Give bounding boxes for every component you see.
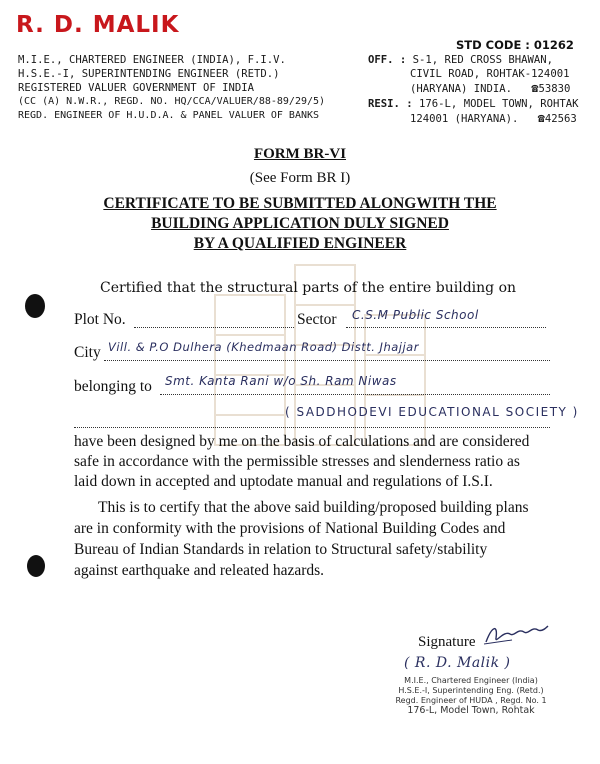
paragraph-line: have been designed by me on the basis of calculations and are considered — [74, 433, 530, 450]
letterhead-credentials — [18, 53, 325, 123]
paragraph-line: This is to certify that the above said building/proposed building plans — [98, 499, 529, 516]
office-phone: 53830 — [538, 83, 571, 95]
signature-scribble — [482, 620, 552, 648]
paragraph-line: Bureau of Indian Standards in relation to Structural safety/stability — [74, 541, 488, 558]
resi-phone: 42563 — [544, 113, 577, 125]
stamp-line: H.S.E.-I, Superintending Eng. (Retd.) — [398, 686, 544, 695]
credential-line: H.S.E.-I, SUPERINTENDING ENGINEER (RETD.) — [18, 68, 280, 80]
punch-hole-top — [25, 294, 45, 318]
title-line: CERTIFICATE TO BE SUBMITTED ALONGWITH THE — [103, 195, 497, 212]
office-label: OFF. : — [368, 54, 407, 66]
resi-line: 176-L, MODEL TOWN, ROHTAK — [419, 98, 579, 110]
credential-line: REGD. ENGINEER OF H.U.D.A. & PANEL VALUER OF BANKS — [18, 110, 320, 121]
sector-label: Sector — [297, 311, 337, 328]
certificate-title — [0, 194, 600, 254]
paragraph-line: safe in accordance with the permissible stresses and slenderness ratio as — [74, 453, 520, 470]
plot-label: Plot No. — [74, 311, 126, 328]
paragraph-design — [74, 432, 529, 492]
belonging-label: belonging to — [74, 378, 152, 395]
office-line: (HARYANA) INDIA. — [410, 83, 513, 95]
title-line: BUILDING APPLICATION DULY SIGNED — [151, 215, 449, 232]
sector-blank — [346, 326, 546, 328]
resi-label: RESI. : — [368, 98, 413, 110]
paragraph-conformity — [74, 497, 529, 581]
resi-line: 124001 (HARYANA). — [410, 113, 519, 125]
office-line: S-1, RED CROSS BHAWAN, — [412, 54, 553, 66]
std-code: STD CODE : 01262 — [456, 38, 574, 52]
paragraph-line: against earthquake and releated hazards. — [74, 562, 325, 579]
punch-hole-bottom — [27, 555, 45, 577]
signatory-name: ( R. D. Malik ) — [404, 655, 511, 671]
belonging-blank — [160, 393, 550, 395]
intro-line: Certified that the structural parts of the entire building on — [100, 280, 517, 296]
engineer-stamp — [376, 676, 566, 716]
form-reference: (See Form BR I) — [249, 170, 351, 186]
city-label: City — [74, 344, 101, 361]
sector-value: C.S.M Public School — [352, 308, 479, 322]
stamp-line: Regd. Engineer of HUDA , Regd. No. 1 — [395, 696, 547, 705]
stamp-line: 176-L, Model Town, Rohtak — [407, 705, 535, 716]
form-title: FORM BR-VI — [253, 146, 347, 162]
residence-address — [368, 97, 579, 126]
society-value: ( SADDHODEVI EDUCATIONAL SOCIETY ) — [285, 405, 579, 419]
letterhead-name: R. D. MALIK — [16, 12, 180, 38]
paragraph-line: are in conformity with the provisions of National Building Codes and — [74, 520, 506, 537]
phone-icon: ☎ — [537, 111, 545, 125]
phone-icon: ☎ — [531, 81, 539, 95]
office-line: CIVIL ROAD, ROHTAK-124001 — [410, 68, 570, 80]
plot-blank — [134, 326, 294, 328]
city-value: Vill. & P.O Dulhera (Khedmaan Road) Distt. Jhajjar — [108, 340, 419, 354]
credential-line: (CC (A) N.W.R., REGD. NO. HQ/CCA/VALUER/88-89/29/5) — [18, 96, 326, 107]
paragraph-line: laid down in accepted and uptodate manual and regulations of I.S.I. — [74, 473, 493, 490]
stamp-line: M.I.E., Chartered Engineer (India) — [404, 676, 538, 685]
city-blank — [104, 359, 550, 361]
society-blank — [74, 426, 550, 428]
credential-line: REGISTERED VALUER GOVERNMENT OF INDIA — [18, 82, 254, 94]
signature-label: Signature — [418, 634, 476, 650]
belonging-value: Smt. Kanta Rani w/o Sh. Ram Niwas — [165, 374, 397, 388]
office-address — [368, 53, 570, 96]
credential-line: M.I.E., CHARTERED ENGINEER (INDIA), F.I.V. — [18, 54, 286, 66]
title-line: BY A QUALIFIED ENGINEER — [193, 235, 407, 252]
